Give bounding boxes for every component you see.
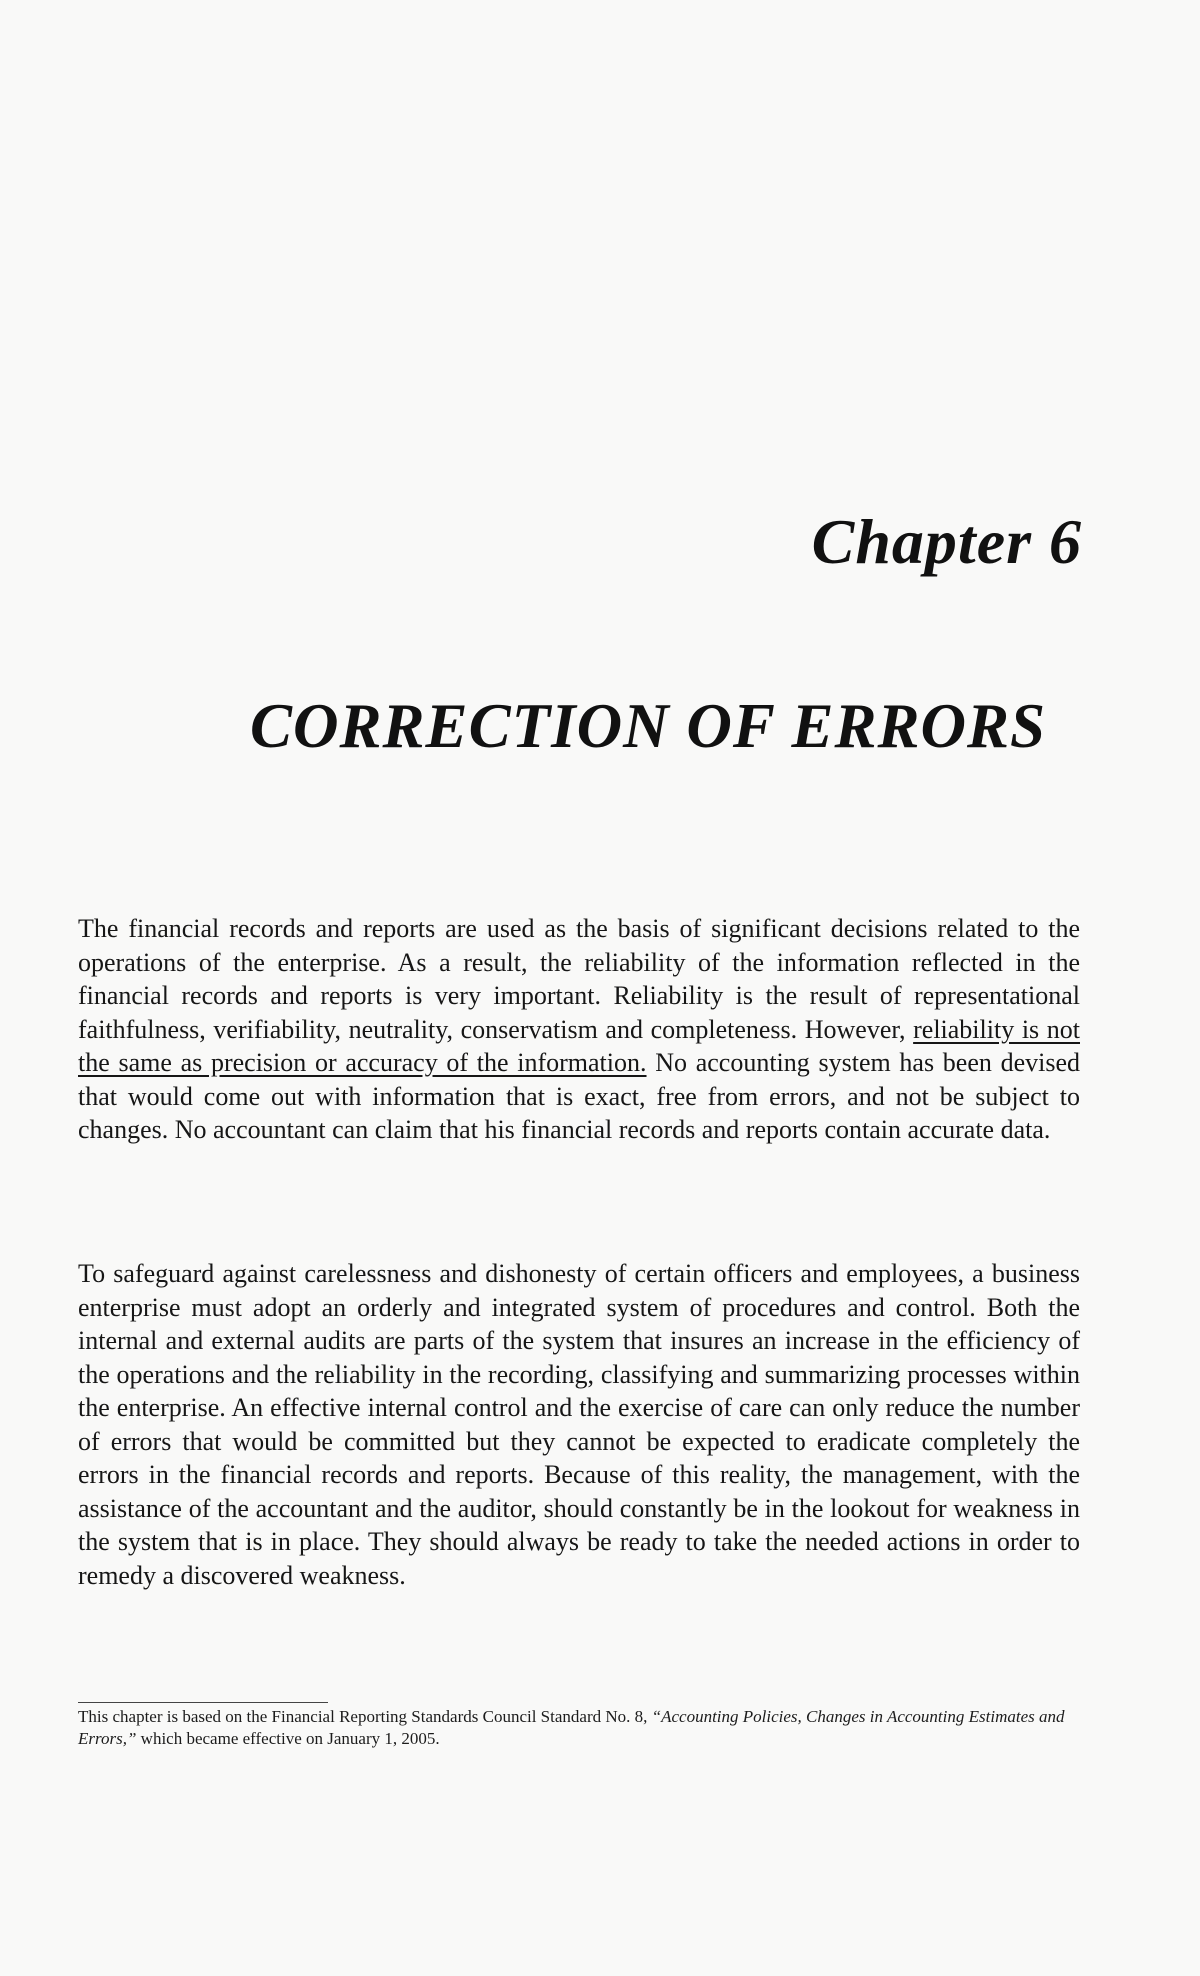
paragraph-1-text-start: The financial records and reports are used as the basis of significant decisions related to the operations of the enterprise. As a result, the reliability of the information reflected in the financial records and reports is very important. Reliability is the result of representational faithfulness, verifiability, neutrality, conservatism and completeness. However, xyxy=(78,914,1080,1044)
paragraph-2: To safeguard against carelessness and dishonesty of certain officers and employees, a business enterprise must adopt an orderly and integrated system of procedures and control. Both the internal and external audits are parts of the system that insures an increase in the efficiency of the operations and the reliability in the recording, classifying and summarizing processes within the enterprise. An effective internal control and the exercise of care can only reduce the number of errors that would be committed but they cannot be expected to eradicate completely the errors in the financial records and reports. Because of this reality, the management, with the assistance of the accountant and the auditor, should constantly be in the lookout for weakness in the system that is in place. They should always be ready to take the needed actions in order to remedy a discovered weakness. xyxy=(78,1259,1080,1590)
footnote-divider xyxy=(78,1702,328,1703)
footnote-prefix: This chapter is based on the Financial Reporting Standards Council Standard No. 8, xyxy=(78,1707,652,1726)
footnote xyxy=(78,1706,1080,1750)
footnote-suffix: which became effective on January 1, 2005. xyxy=(136,1729,440,1748)
chapter-title: CORRECTION OF ERRORS xyxy=(250,691,1047,761)
paragraph-1-text-end: No accounting system has been devised that would come out with information that is exact, free from errors, and not be subject to changes. No accountant can claim that his financial records and reports contain accurate data. xyxy=(78,1048,1080,1144)
footnote-standard-title: “Accounting Policies, Changes in Accounting Estimates and Errors,” xyxy=(78,1707,1065,1748)
chapter-label: Chapter 6 xyxy=(811,506,1082,577)
paragraph-1 xyxy=(78,912,1080,1147)
paragraph-1-underlined-text: reliability is not the same as precision or accuracy of the information. xyxy=(78,1014,1080,1077)
